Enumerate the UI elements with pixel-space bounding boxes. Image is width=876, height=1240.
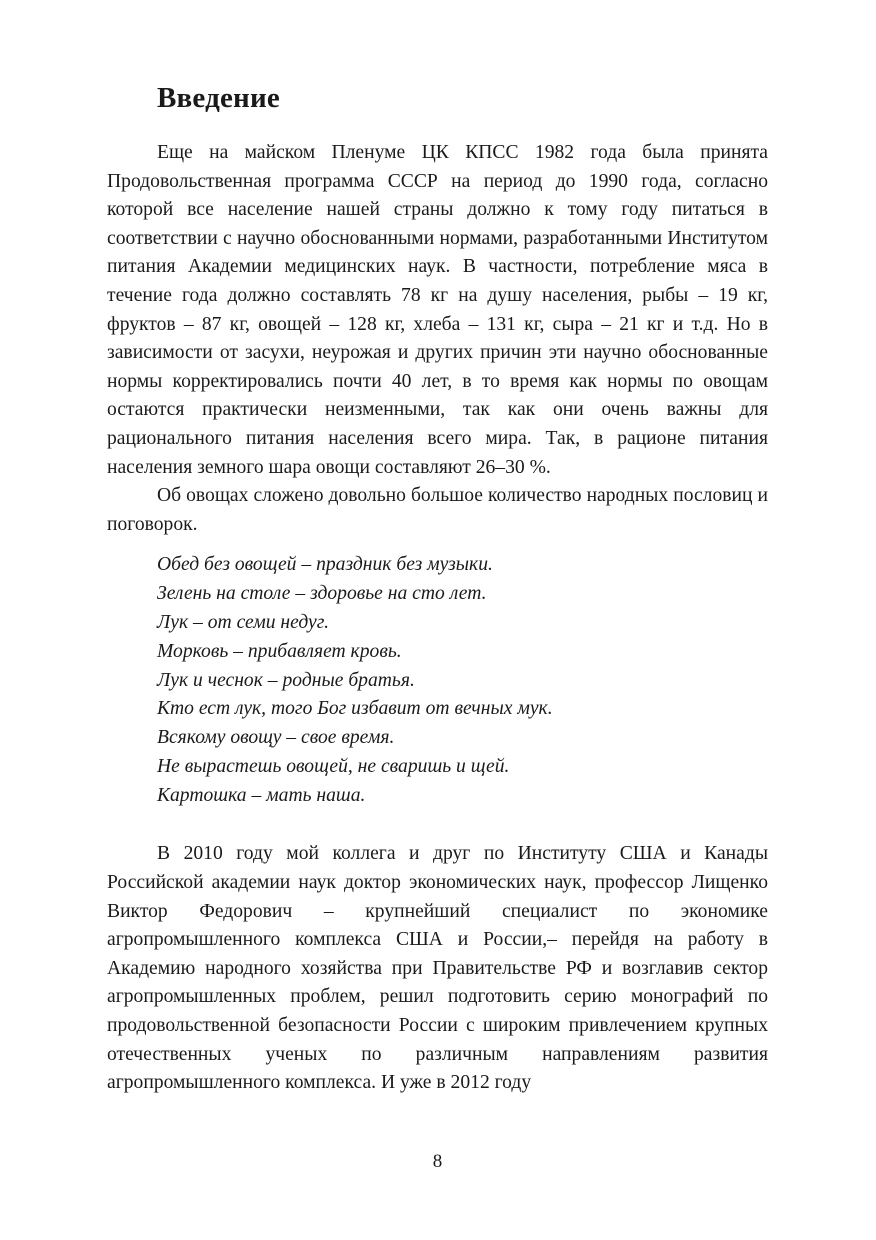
proverb-item: Кто ест лук, того Бог избавит от вечных мук. [157, 698, 553, 720]
proverb-item: Зелень на столе – здоровье на сто лет. [157, 583, 487, 605]
paragraph-food-program: Еще на майском Пленуме ЦК КПСС 1982 года была принята Продовольственная программа СССР на период до 1990 года, согласно которой все население нашей страны должно к тому году питаться в соответствии с научно обоснованными нормами, разработанными Институтом питания Академии медицинских наук. В частности, потребление мяса в течение года должно составлять 78 кг на душу населения, рыбы – 19 кг, фруктов – 87 кг, овощей – 128 кг, хлеба – 131 кг, сыра – 21 кг и т.д. Но в зависимости от засухи, неурожая и других причин эти научно обоснованные нормы корректировались почти 40 лет, в то время как нормы по овощам остаются практически неизменными, так как они очень важны для рационального питания населения всего мира. Так, в рационе питания населения земного шара овощи составляют 26–30 %. [107, 142, 768, 478]
proverb-item: Не вырастешь овощей, не сваришь и щей. [157, 755, 510, 777]
proverb-item: Лук – от семи недуг. [157, 611, 329, 633]
proverb-item: Всякому овощу – свое время. [157, 727, 395, 749]
body-text [107, 139, 768, 1098]
paragraph-monograph-series: В 2010 году мой коллега и друг по Институту США и Канады Российской академии наук доктор экономических наук, профессор Лищенко Виктор Федорович – крупнейший специалист по экономике агропромышленного комплекса США и России,– перейдя на работу в Академию народного хозяйства при Правительстве РФ и возглавив сектор агропромышленных проблем, решил подготовить серию монографий по продовольственной безопасности России с широким привлечением крупных отечественных ученых по различным направлениям развития агропромышленного комплекса. И уже в 2012 году [107, 843, 768, 1094]
proverb-item: Лук и чеснок – родные братья. [157, 669, 415, 691]
section-title: Введение [157, 82, 280, 114]
proverb-item: Картошка – мать наша. [157, 784, 366, 806]
proverb-item: Обед без овощей – праздник без музыки. [157, 554, 493, 576]
page-number: 8 [432, 1151, 443, 1172]
proverbs-list [157, 551, 768, 810]
proverb-item: Морковь – прибавляет кровь. [157, 640, 402, 662]
paragraph-proverbs-intro: Об овощах сложено довольно большое количество народных пословиц и поговорок. [107, 485, 768, 535]
